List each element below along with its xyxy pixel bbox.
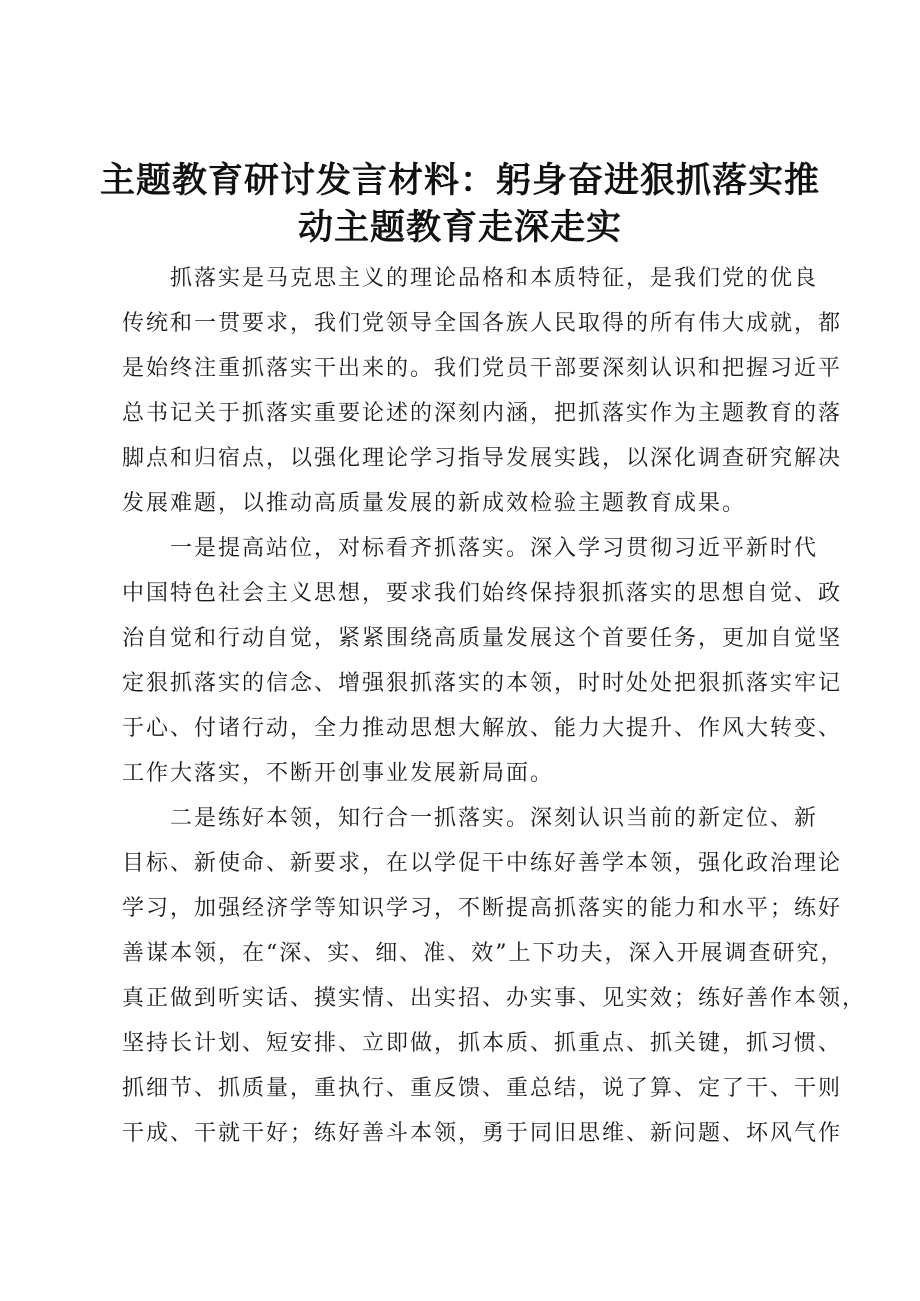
- paragraph-line: 抓落实是马克思主义的理论品格和本质特征，是我们党的优良: [170, 266, 819, 291]
- paragraph-line: 脚点和归宿点，以强化理论学习指导发展实践，以深化调查研究解决: [122, 446, 843, 471]
- paragraph-line: 善谋本领，在“深、实、细、准、效”上下功夫，深入开展调查研究，: [122, 941, 845, 966]
- paragraph-line: 目标、新使命、新要求，在以学促干中练好善学本领，强化政治理论: [122, 851, 843, 876]
- paragraph-line: 定狠抓落实的信念、增强狠抓落实的本领，时时处处把狠抓落实牢记: [122, 671, 843, 696]
- paragraph-line: 工作大落实，不断开创事业发展新局面。: [122, 761, 555, 786]
- paragraph-line: 干成、干就干好；练好善斗本领，勇于同旧思维、新问题、坏风气作: [122, 1121, 843, 1146]
- paragraph-line: 学习，加强经济学等知识学习，不断提高抓落实的能力和水平；练好: [122, 896, 843, 921]
- paragraph-line: 发展难题，以推动高质量发展的新成效检验主题教育成果。: [122, 491, 747, 516]
- paragraph-line: 中国特色社会主义思想，要求我们始终保持狠抓落实的思想自觉、政: [122, 581, 843, 606]
- paragraph-line: 坚持长计划、短安排、立即做，抓本质、抓重点、抓关键，抓习惯、: [122, 1031, 843, 1056]
- paragraph-line: 真正做到听实话、摸实情、出实招、办实事、见实效；练好善作本领，: [122, 986, 867, 1011]
- document-title: [100, 158, 820, 252]
- title-line-2: 动主题教育走深走实: [297, 208, 622, 248]
- paragraph-point-two: [122, 796, 867, 1156]
- paragraph-line: 抓细节、抓质量，重执行、重反馈、重总结，说了算、定了干、干则: [122, 1076, 843, 1101]
- paragraph-line: 治自觉和行动自觉，紧紧围绕高质量发展这个首要任务，更加自觉坚: [122, 626, 843, 651]
- paragraph-line: 是始终注重抓落实干出来的。我们党员干部要深刻认识和把握习近平: [122, 356, 843, 381]
- title-line-1: 主题教育研讨发言材料：躬身奋进狠抓落实推: [100, 161, 821, 201]
- paragraph-line: 于心、付诸行动，全力推动思想大解放、能力大提升、作风大转变、: [122, 716, 843, 741]
- paragraph-line: 传统和一贯要求，我们党领导全国各族人民取得的所有伟大成就，都: [122, 311, 843, 336]
- paragraph-intro: [122, 256, 843, 526]
- paragraph-point-one: [122, 526, 843, 796]
- document-body: [122, 256, 867, 1156]
- paragraph-line: 总书记关于抓落实重要论述的深刻内涵，把抓落实作为主题教育的落: [122, 401, 843, 426]
- paragraph-line: 二是练好本领，知行合一抓落实。深刻认识当前的新定位、新: [170, 806, 819, 831]
- paragraph-line: 一是提高站位，对标看齐抓落实。深入学习贯彻习近平新时代: [170, 536, 819, 561]
